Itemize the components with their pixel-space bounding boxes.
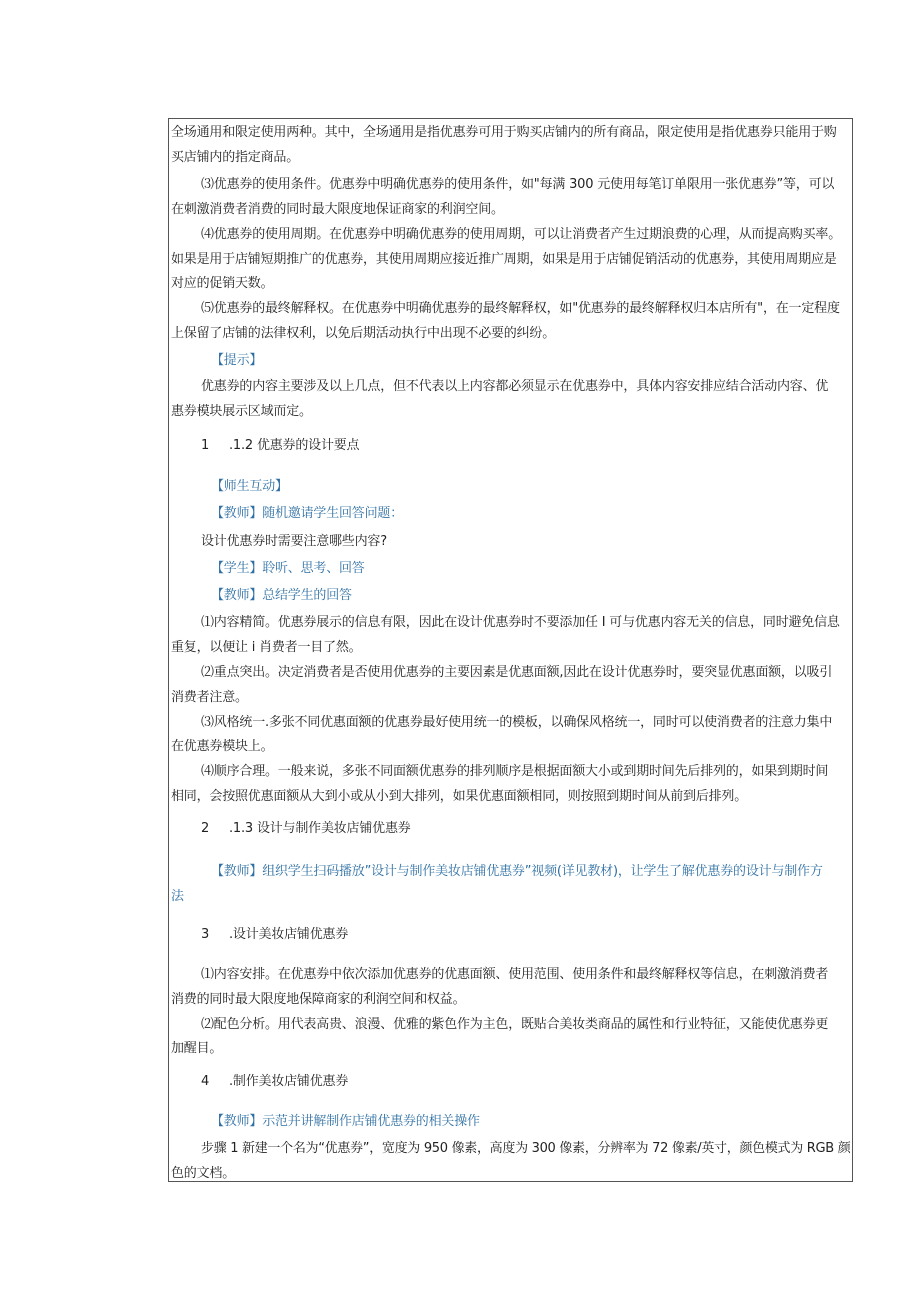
text-line: ⑷优惠券的使用周期。在优惠券中明确优惠券的使用周期，可以让消费者产生过期浪费的心理，从而提高购买率。 (201, 227, 842, 242)
tip-heading: 【提示】 (211, 353, 263, 368)
teacher-line: 【教师】示范并讲解制作店铺优惠券的相关操作 (211, 1114, 480, 1129)
text-line: 在刺激消费者消费的同时最大限度地保证商家的利润空间。 (171, 202, 504, 217)
text-line: 优惠券的内容主要涉及以上几点，但不代表以上内容都必须显示在优惠券中，具体内容安排应结合活动内容、优 (201, 379, 829, 394)
section-heading (201, 820, 853, 838)
text-line: 在优惠券模块上。 (171, 739, 274, 754)
section-title: .1.3 设计与制作美妆店铺优惠券 (229, 821, 411, 836)
text-line: ⑴内容精简。优惠券展示的信息有限，因此在设计优惠券时不要添加任 I 可与优惠内容无关的信息，同时避免信息 (201, 615, 840, 630)
section-number: 4 (201, 1074, 210, 1089)
text-line: 色的文档。 (171, 1166, 236, 1181)
text-line: 如果是用于店铺短期推广的优惠券，其使用周期应接近推广周期，如果是用于店铺促销活动的优惠券，其使用周期应是 (171, 252, 837, 267)
text-line: ⑶风格统一.多张不同优惠面额的优惠券最好使用统一的模板，以确保风格统一，同时可以使消费者的注意力集中 (201, 715, 833, 730)
section-title: .设计美妆店铺优惠券 (229, 927, 349, 942)
text-line: 步骤 1 新建一个名为“优惠券”，宽度为 950 像素，高度为 300 像素，分辨率为 72 像素/英寸，颜色模式为 RGB 颜 (201, 1141, 851, 1156)
teacher-line: 【教师】总结学生的回答 (211, 588, 352, 603)
section-heading (201, 1073, 853, 1091)
text-line: ⑴内容安排。在优惠券中依次添加优惠券的优惠面额、使用范围、使用条件和最终解释权等信息，在刺激消费者 (201, 967, 829, 982)
text-line: 上保留了店铺的法律权利，以免后期活动执行中出现不必要的纠纷。 (171, 326, 556, 341)
text-line: 加醒目。 (171, 1041, 223, 1056)
text-line: 重复，以便让 i 肖费者一目了然。 (171, 640, 362, 655)
section-number: 1 (201, 438, 210, 453)
text-line: ⑵配色分析。用代表高贵、浪漫、优雅的紫色作为主色，既贴合美妆类商品的属性和行业特征，又能使优惠券更 (201, 1017, 829, 1032)
student-line: 【学生】聆听、思考、回答 (211, 561, 365, 576)
teacher-line: 【教师】随机邀请学生回答问题： (211, 506, 404, 521)
interaction-heading: 【师生互动】 (211, 479, 288, 494)
section-title: .1.2 优惠券的设计要点 (229, 438, 360, 453)
text-line: 消费者注意。 (171, 690, 248, 705)
text-line: ⑶优惠券的使用条件。优惠券中明确优惠券的使用条件，如"每满 300 元使用每笔订单限用一张优惠券”等，可以 (201, 177, 835, 192)
teacher-line: 法 (171, 889, 184, 904)
text-line: 设计优惠券时需要注意哪些内容? (201, 534, 387, 549)
text-line: 惠券模块展示区域而定。 (171, 404, 312, 419)
section-title: .制作美妆店铺优惠券 (229, 1074, 349, 1089)
text-line: 相同，会按照优惠面额从大到小或从小到大排列，如果优惠面额相同，则按照到期时间从前到后排列。 (171, 789, 748, 804)
text-line: 对应的促销天数。 (171, 276, 274, 291)
text-line: ⑵重点突出。决定消费者是否使用优惠券的主要因素是优惠面额,因此在设计优惠券时，要突显优惠面额，以吸引 (201, 665, 833, 680)
section-heading (201, 926, 853, 944)
text-line: 买店铺内的指定商品。 (171, 150, 300, 165)
section-number: 3 (201, 927, 210, 942)
section-heading (201, 437, 853, 455)
text-line: 消费的同时最大限度地保障商家的利润空间和权益。 (171, 992, 466, 1007)
text-line: 全场通用和限定使用两种。其中，全场通用是指优惠券可用于购买店铺内的所有商品，限定使用是指优惠券只能用于购 (171, 125, 837, 140)
text-line: ⑸优惠券的最终解释权。在优惠券中明确优惠券的最终解释权，如"优惠券的最终解释权归本店所有"，在一定程度 (201, 301, 840, 316)
text-line: ⑷顺序合理。一般来说，多张不同面额优惠券的排列顺序是根据面额大小或到期时间先后排列的，如果到期时间 (201, 764, 829, 779)
section-number: 2 (201, 821, 210, 836)
teacher-line: 【教师】组织学生扫码播放”设计与制作美妆店铺优惠券”视频(详见教材)，让学生了解优惠券的设计与制作方 (211, 864, 823, 879)
